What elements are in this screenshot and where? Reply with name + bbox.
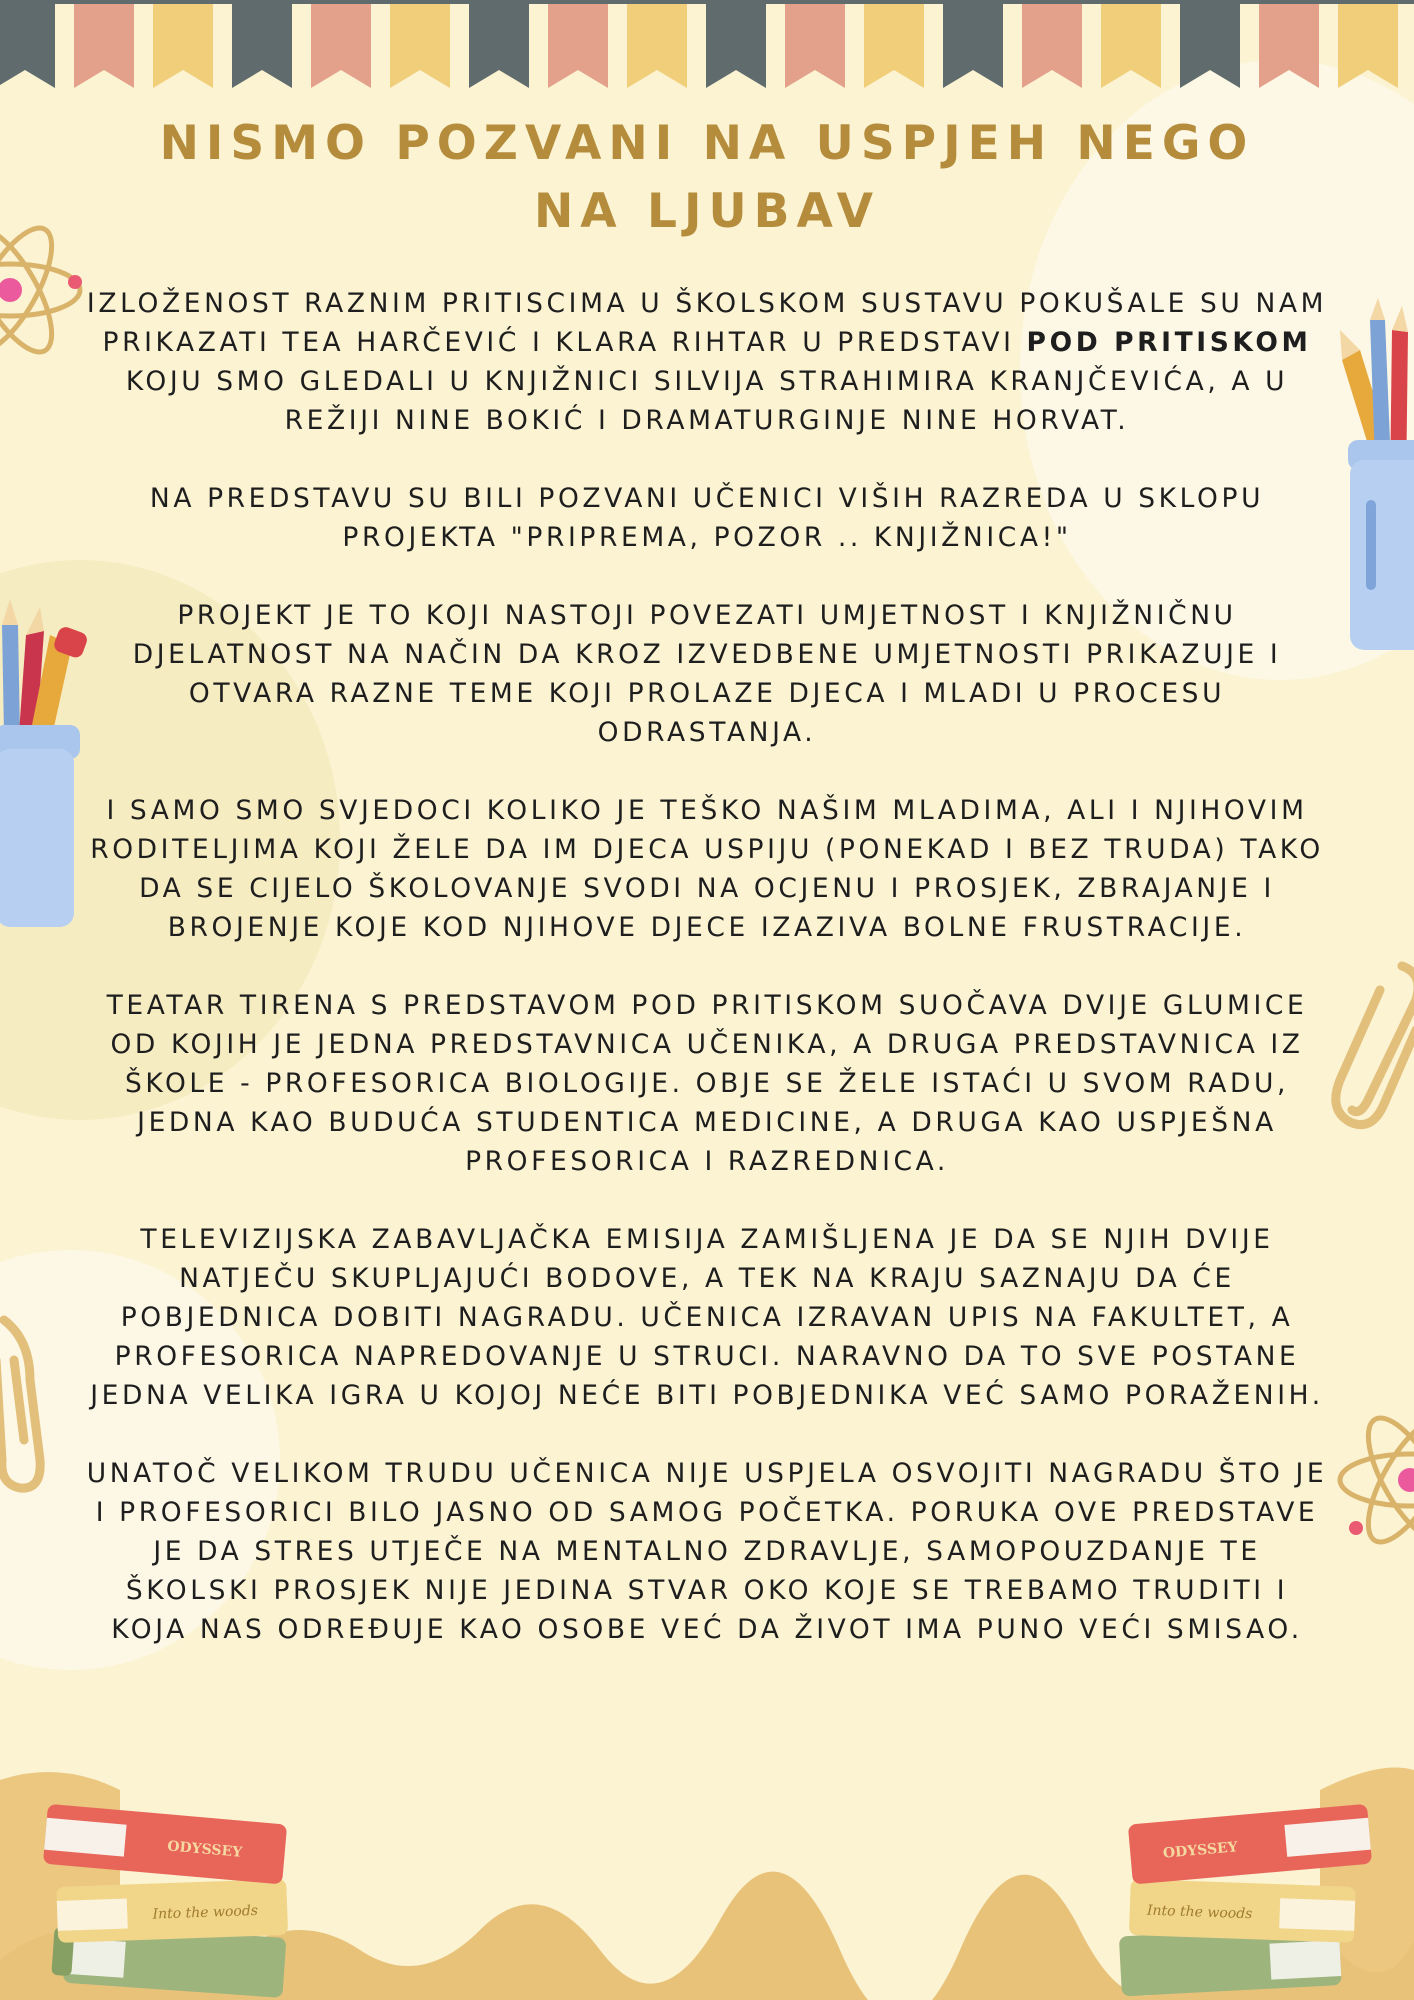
paragraph: TELEVIZIJSKA ZABAVLJAČKA EMISIJA ZAMIŠLJENA JE DA SE NJIH DVIJE NATJEČU SKUPLJAJUĆI BODOVE, A TEK NA KRAJU SAZNAJU DA ĆE POBJEDNICA DOBITI NAGRADU. UČENICA IZRAVAN UPIS NA FAKULTET, A PROFESORICA NAPREDOVANJE U STRUCI. NARAVNO DA TO SVE POSTANE JEDNA VELIKA IGRA U KOJOJ NEĆE BITI POBJEDNIKA VEĆ SAMO PORAŽENIH. xyxy=(90,1224,1324,1411)
pencil-cup-icon-left xyxy=(0,585,90,945)
play-title-bold: POD PRITISKOM xyxy=(1026,327,1312,358)
book-spine-yellow-left: Into the woods xyxy=(152,1902,259,1923)
bunting-flag xyxy=(1338,0,1398,88)
page-title-line-2: NA LJUBAV xyxy=(533,184,881,239)
bunting-flag xyxy=(74,0,134,88)
bunting-flag xyxy=(785,0,845,88)
bunting-flag xyxy=(232,0,292,88)
paragraph: UNATOČ VELIKOM TRUDU UČENICA NIJE USPJELA OSVOJITI NAGRADU ŠTO JE I PROFESORICI BILO JASNO OD SAMOG POČETKA. PORUKA OVE PREDSTAVE JE DA STRES UTJEČE NA MENTALNO ZDRAVLJE, SAMOPOUZDANJE TE ŠKOLSKI PROSJEK NIJE JEDINA STVAR OKO KOJE SE TREBAMO TRUDITI I KOJA NAS ODREĐUJE KAO OSOBE VEĆ DA ŽIVOT IMA PUNO VEĆI SMISAO. xyxy=(86,1458,1328,1645)
book-spine-yellow-right: Into the woods xyxy=(1146,1902,1253,1923)
bunting-string xyxy=(0,0,1414,4)
bunting-flag xyxy=(943,0,1003,88)
paperclip-icon-right xyxy=(1320,960,1414,1150)
intro-text-end: KOJU SMO GLEDALI U KNJIŽNICI SILVIJA STRAHIMIRA KRANJČEVIĆA, A U REŽIJI NINE BOKIĆ I DRAMATURGINJE NINE HORVAT. xyxy=(125,366,1289,436)
bunting-flag xyxy=(0,0,55,88)
bunting-flag xyxy=(390,0,450,88)
atom-icon-left xyxy=(0,200,90,380)
paragraph: TEATAR TIRENA S PREDSTAVOM POD PRITISKOM SUOČAVA DVIJE GLUMICE OD KOJIH JE JEDNA PREDSTAVNICA UČENIKA, A DRUGA PREDSTAVNICA IZ ŠKOLE - PROFESORICA BIOLOGIJE. OBJE SE ŽELE ISTAĆI U SVOM RADU, JEDNA KAO BUDUĆA STUDENTICA MEDICINE, A DRUGA KAO USPJEŠNA PROFESORICA I RAZREDNICA. xyxy=(106,990,1308,1177)
atom-icon-right xyxy=(1330,1390,1414,1570)
page-title-line-1: NISMO POZVANI NA USPJEH NEGO xyxy=(159,116,1255,171)
bunting-banner xyxy=(0,0,1414,110)
paragraph: I SAMO SMO SVJEDOCI KOLIKO JE TEŠKO NAŠIM MLADIMA, ALI I NJIHOVIM RODITELJIMA KOJI ŽELE DA IM DJECA USPIJU (PONEKAD I BEZ TRUDA) TAKO DA SE CIJELO ŠKOLOVANJE SVODI NA OCJENU I PROSJEK, ZBRAJANJE I BROJENJE KOJE KOD NJIHOVE DJECE IZAZIVA BOLNE FRUSTRACIJE. xyxy=(90,795,1324,943)
book-stack-left xyxy=(35,1785,305,2000)
bunting-flag xyxy=(1180,0,1240,88)
pencil-cup-icon-right xyxy=(1330,290,1414,650)
page-title xyxy=(100,110,1314,246)
bunting-flag xyxy=(469,0,529,88)
bunting-flag xyxy=(311,0,371,88)
book-stack-right xyxy=(1110,1785,1380,2000)
bunting-flag xyxy=(706,0,766,88)
paperclip-icon-left xyxy=(0,1300,70,1500)
bunting-flag xyxy=(1259,0,1319,88)
bunting-flag xyxy=(1101,0,1161,88)
paragraph-intro xyxy=(82,284,1332,440)
bunting-flag xyxy=(153,0,213,88)
book-spine-red-right: ODYSSEY xyxy=(1162,1839,1239,1862)
bunting-flag xyxy=(548,0,608,88)
bunting-flag xyxy=(1022,0,1082,88)
paragraph: PROJEKT JE TO KOJI NASTOJI POVEZATI UMJETNOST I KNJIŽNIČNU DJELATNOST NA NAČIN DA KROZ IZVEDBENE UMJETNOSTI PRIKAZUJE I OTVARA RAZNE TEME KOJI PROLAZE DJECA I MLADI U PROCESU ODRASTANJA. xyxy=(132,600,1282,748)
book-spine-red-left: ODYSSEY xyxy=(166,1838,243,1861)
paragraph: NA PREDSTAVU SU BILI POZVANI UČENICI VIŠIH RAZREDA U SKLOPU PROJEKTA "PRIPREMA, POZOR .. KNJIŽNICA!" xyxy=(149,483,1265,553)
intro-text-start: IZLOŽENOST RAZNIM PRITISCIMA U ŠKOLSKOM SUSTAVU POKUŠALE SU NAM PRIKAZATI TEA HARČEVIĆ I KLARA RIHTAR U PREDSTAVI xyxy=(86,288,1328,358)
article-body xyxy=(82,284,1332,1688)
bunting-flag xyxy=(864,0,924,88)
bunting-flag xyxy=(627,0,687,88)
